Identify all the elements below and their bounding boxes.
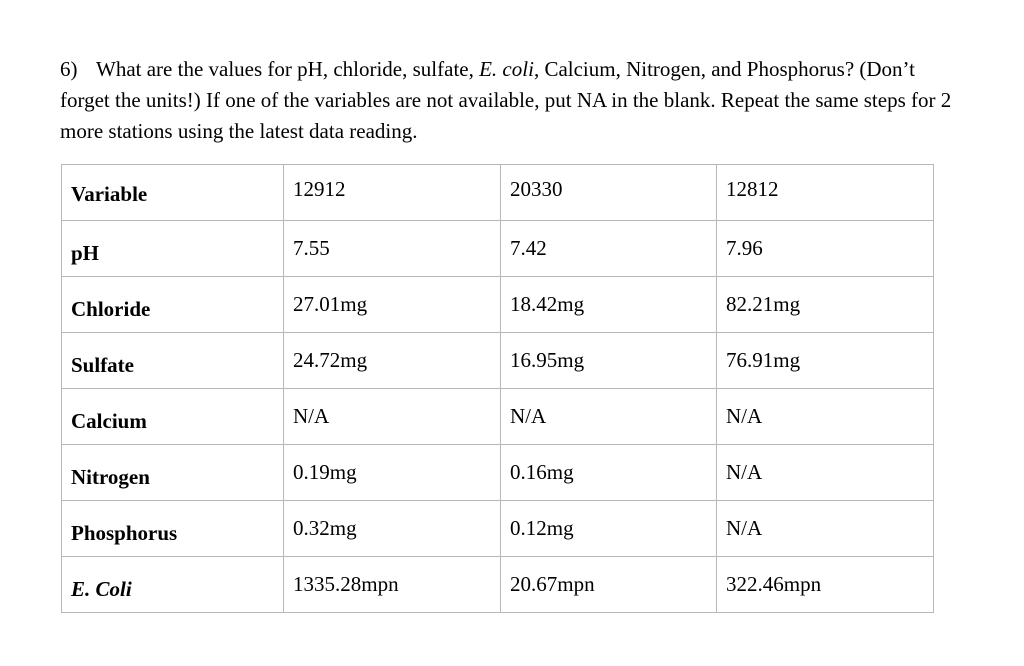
value-text: 82.21mg [726, 292, 801, 316]
value-cell [717, 277, 934, 333]
value-text: 0.12mg [510, 516, 574, 540]
value-cell [717, 557, 934, 613]
value-text: N/A [726, 516, 763, 540]
value-text: 1335.28mpn [293, 572, 399, 596]
value-cell [284, 221, 501, 277]
header-station-2: 20330 [510, 177, 563, 201]
value-text: 0.16mg [510, 460, 574, 484]
value-cell [284, 557, 501, 613]
table-row-phosphorus [62, 501, 934, 557]
value-cell [284, 445, 501, 501]
row-label: Nitrogen [71, 465, 150, 489]
value-text: 27.01mg [293, 292, 368, 316]
value-text: 7.55 [293, 236, 330, 260]
table-row-calcium [62, 389, 934, 445]
value-cell [501, 277, 717, 333]
table-row-chloride [62, 277, 934, 333]
header-station-cell [501, 165, 717, 221]
header-variable-label: Variable [71, 182, 148, 206]
value-cell [501, 501, 717, 557]
value-text: 76.91mg [726, 348, 801, 372]
value-cell [501, 557, 717, 613]
value-cell [501, 333, 717, 389]
question-body [60, 57, 951, 143]
value-cell [501, 389, 717, 445]
value-text: 16.95mg [510, 348, 585, 372]
table-row-ph [62, 221, 934, 277]
row-label-cell [62, 221, 284, 277]
water-quality-table [61, 164, 934, 613]
row-label-cell [62, 501, 284, 557]
value-text: 7.96 [726, 236, 763, 260]
row-label: Calcium [71, 409, 147, 433]
value-cell [284, 501, 501, 557]
value-text: 7.42 [510, 236, 547, 260]
header-station-cell [717, 165, 934, 221]
value-cell [284, 333, 501, 389]
value-cell [284, 277, 501, 333]
row-label-cell [62, 389, 284, 445]
question-text-part-1: What are the values for pH, chloride, sulfate, [96, 57, 480, 81]
value-cell [717, 501, 934, 557]
table-header-row [62, 165, 934, 221]
header-variable-cell [62, 165, 284, 221]
value-text: N/A [510, 404, 547, 428]
question-text-part-2: , Calcium, Nitrogen, and Phosphorus? (Don’t forget the units!) If one of the variables are not available, put NA in the blank. Repeat the same steps for 2 more stations using the latest data reading. [60, 57, 952, 143]
value-cell [284, 389, 501, 445]
header-station-1: 12912 [293, 177, 346, 201]
row-label-cell [62, 333, 284, 389]
value-cell [717, 389, 934, 445]
value-cell [717, 445, 934, 501]
row-label-cell [62, 445, 284, 501]
row-label: E. Coli [71, 577, 132, 601]
table-row-nitrogen [62, 445, 934, 501]
value-cell [501, 221, 717, 277]
value-cell [717, 221, 934, 277]
question-number: 6) [60, 57, 78, 81]
row-label-cell [62, 277, 284, 333]
value-text: 18.42mg [510, 292, 585, 316]
value-text: 0.32mg [293, 516, 357, 540]
value-text: 24.72mg [293, 348, 368, 372]
row-label: pH [71, 241, 100, 265]
question-text-italic: E. coli [479, 57, 534, 81]
row-label: Sulfate [71, 353, 134, 377]
value-text: N/A [726, 404, 763, 428]
question-text [60, 54, 960, 147]
value-text: 20.67mpn [510, 572, 595, 596]
value-text: 322.46mpn [726, 572, 822, 596]
table-row-sulfate [62, 333, 934, 389]
row-label: Phosphorus [71, 521, 178, 545]
row-label-cell [62, 557, 284, 613]
header-station-3: 12812 [726, 177, 779, 201]
table-row-e-coli [62, 557, 934, 613]
value-cell [501, 445, 717, 501]
header-station-cell [284, 165, 501, 221]
row-label: Chloride [71, 297, 151, 321]
value-text: N/A [293, 404, 330, 428]
value-cell [717, 333, 934, 389]
value-text: 0.19mg [293, 460, 357, 484]
value-text: N/A [726, 460, 763, 484]
